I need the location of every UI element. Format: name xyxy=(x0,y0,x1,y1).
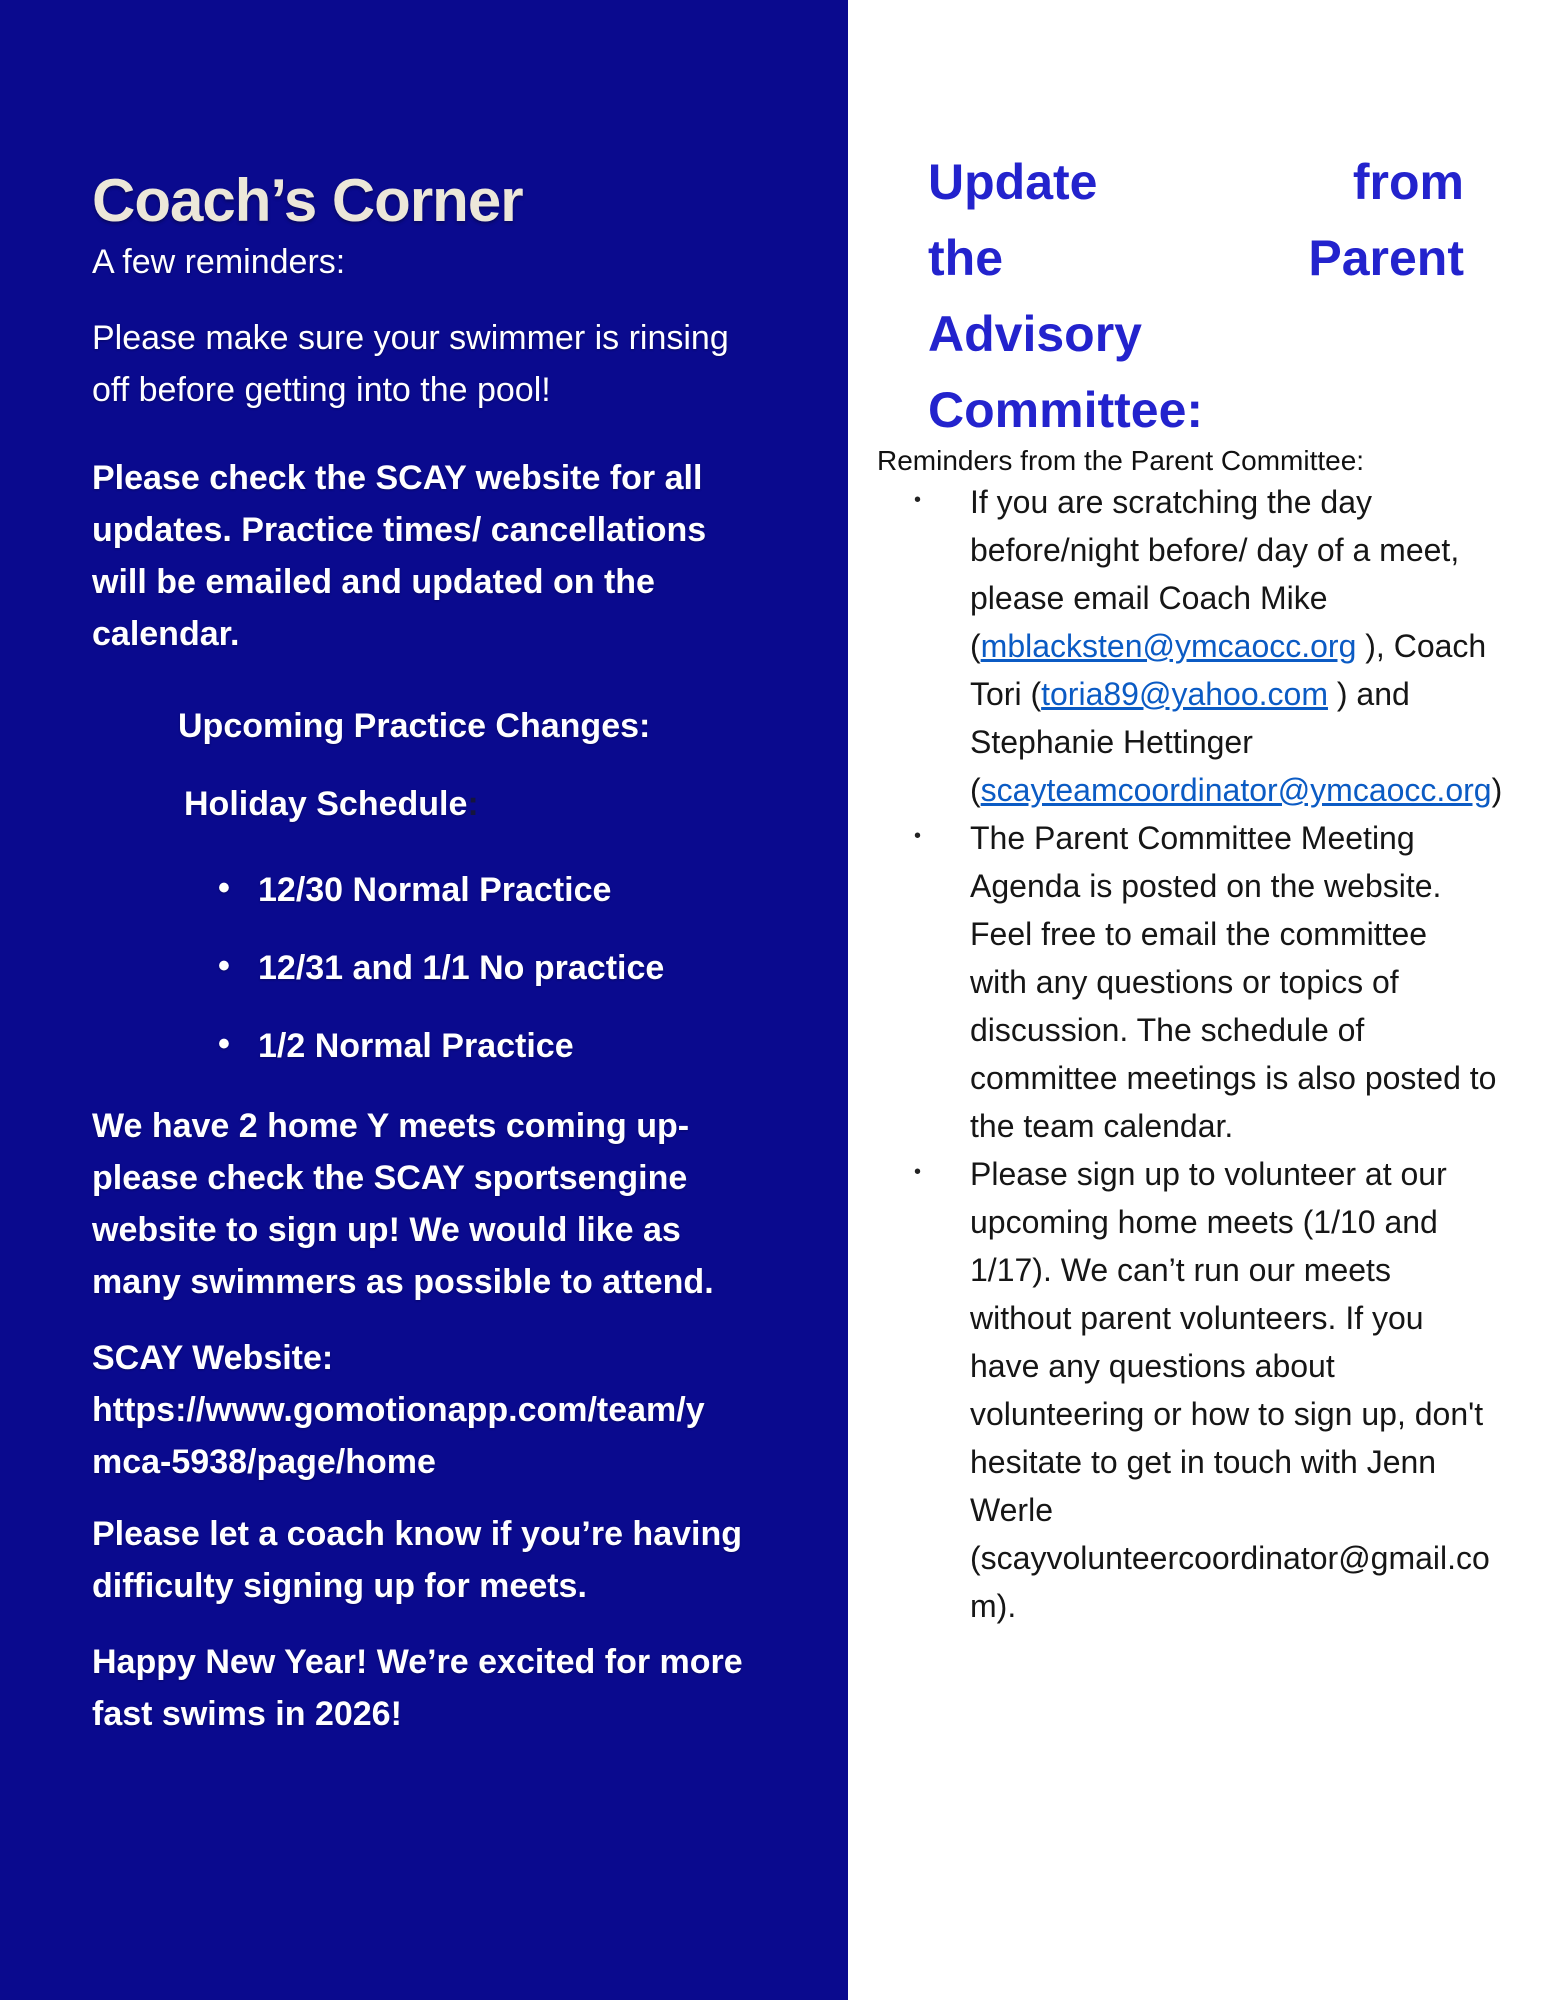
coachs-corner-title: Coach’s Corner xyxy=(92,167,523,235)
holiday-schedule-list xyxy=(258,864,664,1098)
home-meets-line: please check the SCAY sportsengine xyxy=(92,1159,688,1197)
schedule-item: • 12/31 and 1/1 No practice xyxy=(258,942,664,994)
website-updates-line: calendar. xyxy=(92,615,240,653)
scay-website-url-line: https://www.gomotionapp.com/team/y xyxy=(92,1391,705,1429)
rinse-reminder-line: Please make sure your swimmer is rinsing xyxy=(92,319,729,357)
email-link-coach-tori[interactable]: toria89@yahoo.com xyxy=(1041,676,1328,712)
meeting-agenda-item: • The Parent Committee Meeting Agenda is posted on the website. Feel free to email the committee with any questions or topics of discussion. The schedule of committee meetings is also posted to the team calendar. xyxy=(970,814,1502,1150)
holiday-schedule-colon: : xyxy=(467,785,479,823)
volunteer-signup-item: • Please sign up to volunteer at our upcoming home meets (1/10 and 1/17). We can’t run our meets without parent volunteers. If you have any questions about volunteering or how to sign up, don't hesitate to get in touch with Jenn Werle (scayvolunteercoordinator@gmail.co m). xyxy=(970,1150,1502,1630)
email-link-team-coordinator[interactable]: scayteamcoordinator@ymcaocc.org xyxy=(980,772,1492,808)
home-meets-line: website to sign up! We would like as xyxy=(92,1211,681,1249)
parent-update-title-line: Advisory xyxy=(928,305,1142,362)
signup-help-line: difficulty signing up for meets. xyxy=(92,1567,587,1605)
parent-reminders-intro: Reminders from the Parent Committee: xyxy=(877,445,1365,476)
home-meets-note xyxy=(92,1100,714,1308)
new-year-message xyxy=(92,1636,743,1740)
parent-reminders-list xyxy=(970,478,1502,1630)
parent-update-title-line: Committee: xyxy=(928,381,1204,438)
home-meets-line: We have 2 home Y meets coming up- xyxy=(92,1107,690,1145)
holiday-schedule-heading: Holiday Schedule: xyxy=(184,785,479,823)
parent-update-title xyxy=(928,144,1464,448)
home-meets-line: many swimmers as possible to attend. xyxy=(92,1263,714,1301)
scay-website-block xyxy=(92,1332,705,1488)
new-year-line: fast swims in 2026! xyxy=(92,1695,402,1733)
website-updates-line: will be emailed and updated on the xyxy=(92,563,655,601)
website-updates-note xyxy=(92,452,706,660)
rinse-reminder xyxy=(92,312,729,416)
signup-help-line: Please let a coach know if you’re having xyxy=(92,1515,743,1553)
schedule-item: • 12/30 Normal Practice xyxy=(258,864,664,916)
parent-committee-panel xyxy=(848,0,1545,2000)
practice-changes-heading: Upcoming Practice Changes: xyxy=(178,707,651,745)
scratch-reminder-item: • If you are scratching the day before/night before/ day of a meet, please email Coach Mike (mblacksten@ymcaocc.org ), Coach Tori (toria89@yahoo.com ) and Stephanie Hettinger (scayteamcoordinator@ymcaocc.org) xyxy=(970,478,1502,814)
new-year-line: Happy New Year! We’re excited for more xyxy=(92,1643,743,1681)
parent-update-title-line: Update from xyxy=(928,153,1464,210)
email-link-coach-mike[interactable]: mblacksten@ymcaocc.org xyxy=(980,628,1357,664)
scay-website-url-line: mca-5938/page/home xyxy=(92,1443,436,1481)
reminders-intro: A few reminders: xyxy=(92,243,346,281)
scay-website-label: SCAY Website: xyxy=(92,1339,334,1377)
signup-help-note xyxy=(92,1508,742,1612)
schedule-item: • 1/2 Normal Practice xyxy=(258,1020,664,1072)
website-updates-line: Please check the SCAY website for all xyxy=(92,459,703,497)
parent-update-title-line: the Parent xyxy=(928,229,1464,286)
rinse-reminder-line: off before getting into the pool! xyxy=(92,371,551,409)
website-updates-line: updates. Practice times/ cancellations xyxy=(92,511,707,549)
